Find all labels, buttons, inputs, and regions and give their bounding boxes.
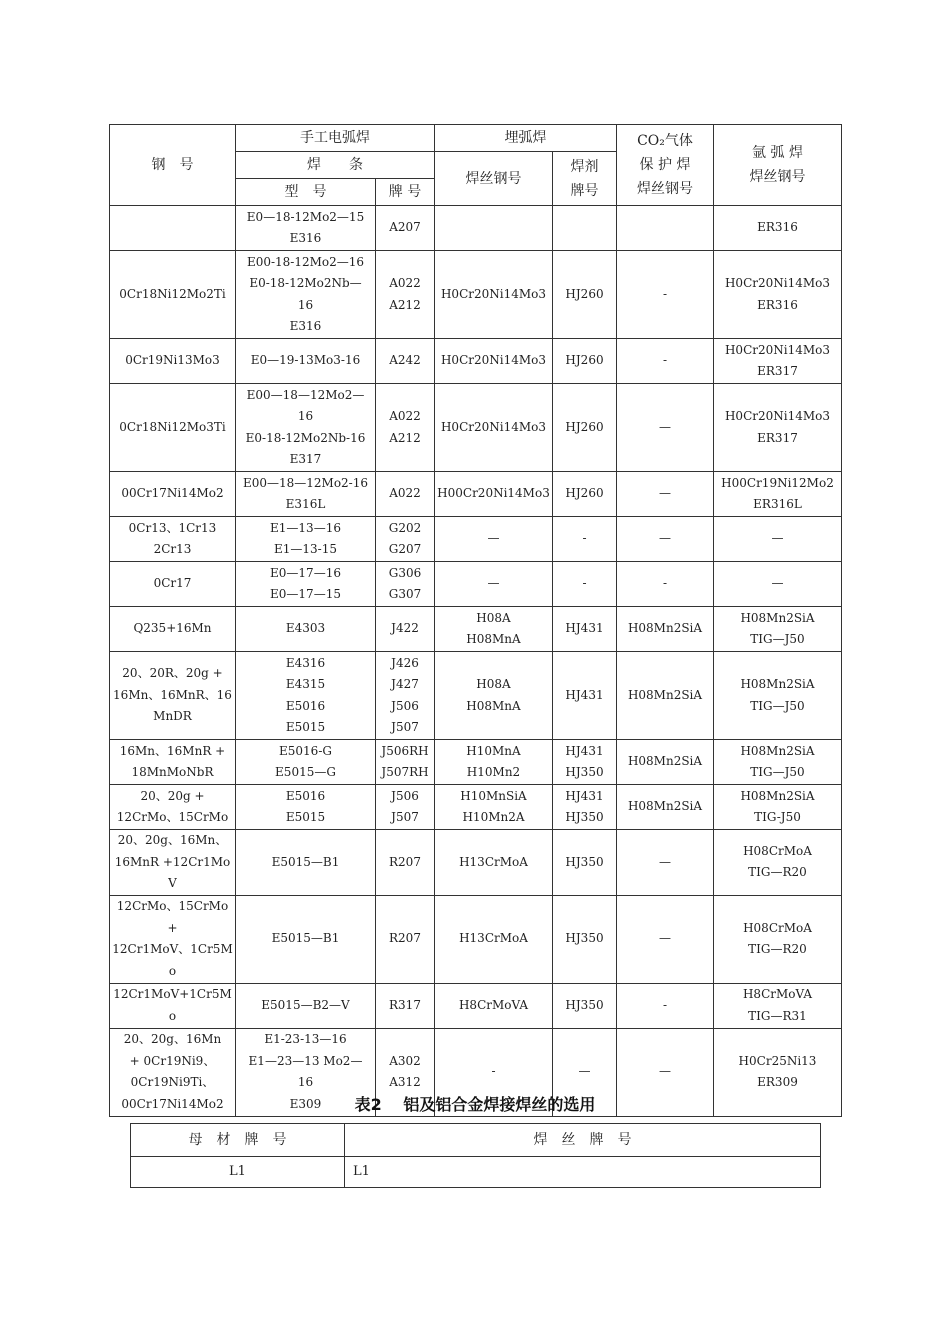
electrode-model-cell: E00-18-12Mo2—16 E0-18-12Mo2Nb— 16 E316 <box>236 251 376 339</box>
saw-wire-cell: H0Cr20Ni14Mo3 <box>435 384 553 472</box>
co2-wire-cell: — <box>617 517 714 562</box>
header-submerged-arc-welding: 埋弧焊 <box>435 125 617 152</box>
co2-wire-cell: H08Mn2SiA <box>617 652 714 740</box>
header-filler-wire: 焊 丝 牌 号 <box>345 1124 821 1157</box>
base-material-cell: L1 <box>131 1157 345 1188</box>
co2-wire-cell: H08Mn2SiA <box>617 607 714 652</box>
table-row <box>110 830 842 896</box>
steel-cell: 0Cr17 <box>110 562 236 607</box>
steel-cell: 12CrMo、15CrMo + 12Cr1MoV、1Cr5M o <box>110 895 236 983</box>
co2-wire-cell: — <box>617 895 714 983</box>
electrode-model-cell: E5015—B1 <box>236 895 376 983</box>
electrode-model-cell: E00—18—12Mo2-16 E316L <box>236 472 376 517</box>
electrode-model-cell: E5016 E5015 <box>236 785 376 830</box>
saw-wire-cell: H08A H08MnA <box>435 607 553 652</box>
co2-wire-cell: H08Mn2SiA <box>617 785 714 830</box>
co2-wire-cell: - <box>617 983 714 1028</box>
co2-wire-cell <box>617 206 714 251</box>
steel-cell <box>110 206 236 251</box>
steel-cell: 0Cr18Ni12Mo3Ti <box>110 384 236 472</box>
saw-flux-cell: HJ350 <box>553 983 617 1028</box>
argon-wire-cell: H00Cr19Ni12Mo2 ER316L <box>714 472 842 517</box>
co2-wire-cell: — <box>617 1028 714 1116</box>
electrode-brand-cell: G306 G307 <box>376 562 435 607</box>
electrode-brand-cell: J506 J507 <box>376 785 435 830</box>
co2-wire-cell: H08Mn2SiA <box>617 740 714 785</box>
table-row <box>110 251 842 339</box>
saw-wire-cell: — <box>435 562 553 607</box>
electrode-brand-cell: G202 G207 <box>376 517 435 562</box>
argon-wire-cell: H08Mn2SiA TIG—J50 <box>714 652 842 740</box>
co2-wire-cell: - <box>617 339 714 384</box>
argon-wire-cell: H0Cr20Ni14Mo3 ER317 <box>714 384 842 472</box>
argon-wire-cell: ER316 <box>714 206 842 251</box>
saw-flux-cell: - <box>553 517 617 562</box>
electrode-brand-cell: R317 <box>376 983 435 1028</box>
argon-wire-cell: H08CrMoA TIG—R20 <box>714 895 842 983</box>
electrode-brand-cell: R207 <box>376 830 435 896</box>
header-saw-wire: 焊丝钢号 <box>435 152 553 206</box>
steel-cell: 16Mn、16MnR + 18MnMoNbR <box>110 740 236 785</box>
steel-cell: 20、20g、16Mn + 0Cr19Ni9、 0Cr19Ni9Ti、 00Cr17Ni14Mo2 <box>110 1028 236 1116</box>
co2-wire-cell: — <box>617 384 714 472</box>
steel-cell: 00Cr17Ni14Mo2 <box>110 472 236 517</box>
co2-wire-cell: — <box>617 472 714 517</box>
saw-flux-cell <box>553 206 617 251</box>
saw-flux-cell: HJ260 <box>553 384 617 472</box>
electrode-brand-cell: A242 <box>376 339 435 384</box>
saw-wire-cell: H0Cr20Ni14Mo3 <box>435 339 553 384</box>
steel-cell: 20、20g + 12CrMo、15CrMo <box>110 785 236 830</box>
table-row <box>110 740 842 785</box>
co2-wire-cell: - <box>617 562 714 607</box>
steel-cell: 20、20R、20g + 16Mn、16MnR、16 MnDR <box>110 652 236 740</box>
saw-flux-cell: HJ431 HJ350 <box>553 740 617 785</box>
electrode-model-cell: E5016-G E5015—G <box>236 740 376 785</box>
saw-wire-cell: H13CrMoA <box>435 895 553 983</box>
electrode-model-cell: E5015—B1 <box>236 830 376 896</box>
electrode-brand-cell: A022 A212 <box>376 384 435 472</box>
argon-wire-cell: H08Mn2SiA TIG-J50 <box>714 785 842 830</box>
saw-wire-cell <box>435 206 553 251</box>
table-row <box>110 607 842 652</box>
electrode-brand-cell: J422 <box>376 607 435 652</box>
electrode-brand-cell: A022 <box>376 472 435 517</box>
table-row <box>110 562 842 607</box>
argon-wire-cell: H8CrMoVA TIG—R31 <box>714 983 842 1028</box>
saw-wire-cell: H00Cr20Ni14Mo3 <box>435 472 553 517</box>
aluminum-wire-table <box>130 1123 821 1188</box>
electrode-brand-cell: J426 J427 J506 J507 <box>376 652 435 740</box>
co2-wire-cell: - <box>617 251 714 339</box>
steel-cell: 12Cr1MoV+1Cr5Mo <box>110 983 236 1028</box>
saw-flux-cell: HJ431 HJ350 <box>553 785 617 830</box>
table-row <box>110 652 842 740</box>
electrode-brand-cell: J506RH J507RH <box>376 740 435 785</box>
table-row <box>110 339 842 384</box>
header-co2-welding: CO₂气体 保 护 焊 焊丝钢号 <box>617 125 714 206</box>
steel-cell: 20、20g、16Mn、 16MnR +12Cr1MoV <box>110 830 236 896</box>
argon-wire-cell: — <box>714 517 842 562</box>
argon-wire-cell: — <box>714 562 842 607</box>
argon-wire-cell: H08CrMoA TIG—R20 <box>714 830 842 896</box>
saw-flux-cell: HJ431 <box>553 652 617 740</box>
table-row <box>110 517 842 562</box>
table-row <box>110 472 842 517</box>
electrode-brand-cell: A207 <box>376 206 435 251</box>
saw-wire-cell: H13CrMoA <box>435 830 553 896</box>
electrode-brand-cell: A302 A312 <box>376 1028 435 1116</box>
filler-wire-cell: L1 <box>345 1157 821 1188</box>
electrode-model-cell: E1-23-13—16 E1—23—13 Mo2— 16 E309 <box>236 1028 376 1116</box>
electrode-brand-cell: R207 <box>376 895 435 983</box>
header-saw-flux: 焊剂 牌号 <box>553 152 617 206</box>
argon-wire-cell: H0Cr25Ni13 ER309 <box>714 1028 842 1116</box>
header-electrode-brand: 牌 号 <box>376 179 435 206</box>
electrode-model-cell: E0—18-12Mo2—15 E316 <box>236 206 376 251</box>
argon-wire-cell: H08Mn2SiA TIG—J50 <box>714 740 842 785</box>
header-electrode: 焊 条 <box>236 152 435 179</box>
steel-cell: Q235+16Mn <box>110 607 236 652</box>
saw-flux-cell: — <box>553 1028 617 1116</box>
electrode-model-cell: E5015—B2—V <box>236 983 376 1028</box>
steel-cell: 0Cr13、1Cr13 2Cr13 <box>110 517 236 562</box>
electrode-model-cell: E1—13—16 E1—13-15 <box>236 517 376 562</box>
header-manual-arc-welding: 手工电弧焊 <box>236 125 435 152</box>
saw-flux-cell: - <box>553 562 617 607</box>
header-argon-arc-welding: 氩 弧 焊 焊丝钢号 <box>714 125 842 206</box>
table2-caption: 表2 铝及铝合金焊接焊丝的选用 <box>354 1095 596 1114</box>
electrode-model-cell: E4303 <box>236 607 376 652</box>
argon-wire-cell: H0Cr20Ni14Mo3 ER317 <box>714 339 842 384</box>
electrode-model-cell: E0—17—16 E0—17—15 <box>236 562 376 607</box>
co2-wire-cell: — <box>617 830 714 896</box>
saw-flux-cell: HJ260 <box>553 472 617 517</box>
header-electrode-model: 型 号 <box>236 179 376 206</box>
electrode-model-cell: E00—18—12Mo2— 16 E0-18-12Mo2Nb-16 E317 <box>236 384 376 472</box>
saw-wire-cell: H10MnSiA H10Mn2A <box>435 785 553 830</box>
header-base-material: 母 材 牌 号 <box>131 1124 345 1157</box>
table-row <box>110 785 842 830</box>
saw-wire-cell: H08A H08MnA <box>435 652 553 740</box>
saw-wire-cell: H0Cr20Ni14Mo3 <box>435 251 553 339</box>
saw-flux-cell: HJ431 <box>553 607 617 652</box>
table-row <box>110 384 842 472</box>
steel-cell: 0Cr18Ni12Mo2Ti <box>110 251 236 339</box>
argon-wire-cell: H0Cr20Ni14Mo3 ER316 <box>714 251 842 339</box>
saw-wire-cell: — <box>435 517 553 562</box>
welding-consumables-table <box>109 124 842 1117</box>
header-steel: 钢 号 <box>110 125 236 206</box>
saw-flux-cell: HJ260 <box>553 339 617 384</box>
saw-wire-cell: H10MnA H10Mn2 <box>435 740 553 785</box>
saw-flux-cell: HJ350 <box>553 895 617 983</box>
electrode-brand-cell: A022 A212 <box>376 251 435 339</box>
saw-flux-cell: HJ260 <box>553 251 617 339</box>
electrode-model-cell: E4316 E4315 E5016 E5015 <box>236 652 376 740</box>
electrode-model-cell: E0—19-13Mo3-16 <box>236 339 376 384</box>
table-row <box>110 983 842 1028</box>
table-row <box>110 206 842 251</box>
steel-cell: 0Cr19Ni13Mo3 <box>110 339 236 384</box>
saw-wire-cell: H8CrMoVA <box>435 983 553 1028</box>
argon-wire-cell: H08Mn2SiA TIG—J50 <box>714 607 842 652</box>
table-row <box>110 895 842 983</box>
saw-flux-cell: HJ350 <box>553 830 617 896</box>
saw-wire-cell: - <box>435 1028 553 1116</box>
